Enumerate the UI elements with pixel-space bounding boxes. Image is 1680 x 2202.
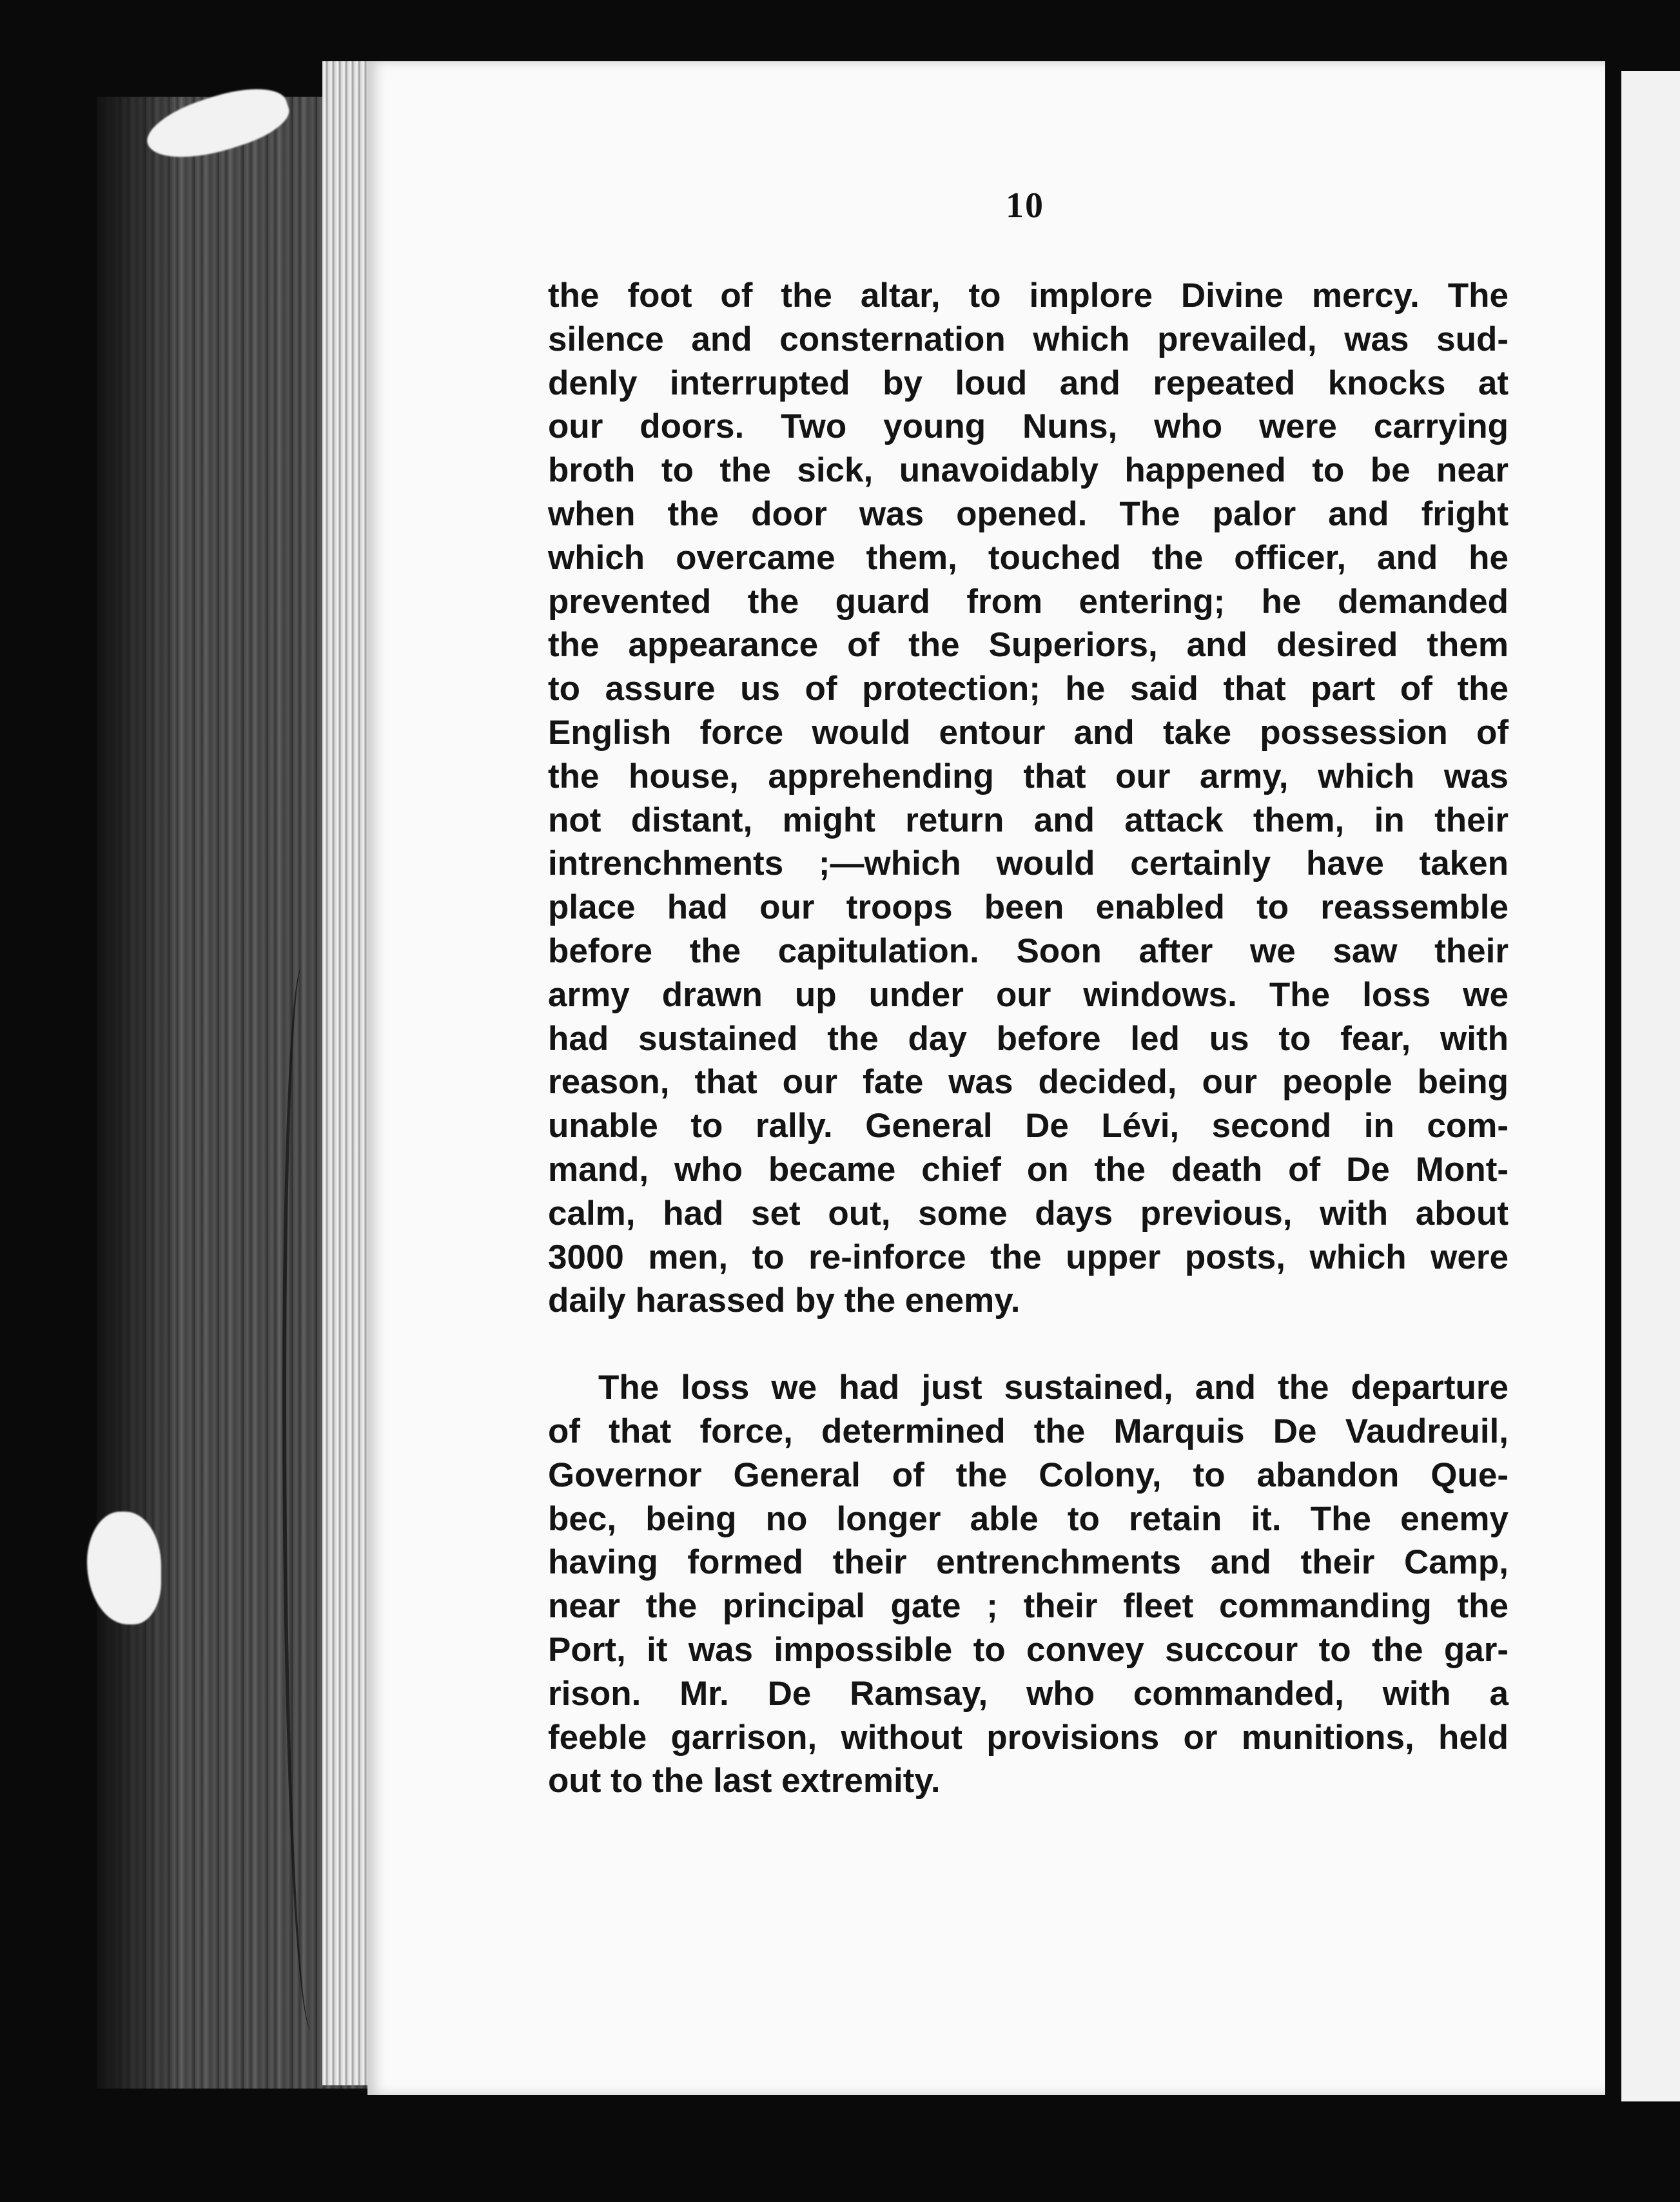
text-line: denly interrupted by loud and repeated knocks at: [548, 364, 1509, 402]
text-line: our doors. Two young Nuns, who were carrying: [548, 407, 1509, 446]
text-line: having formed their entrenchments and their Camp,: [548, 1543, 1509, 1582]
text-line: unable to rally. General De Lévi, second in com-: [548, 1107, 1509, 1145]
text-line: mand, who became chief on the death of De Mont-: [548, 1150, 1509, 1189]
spine-shadow: [97, 97, 174, 2089]
page-number: 10: [1006, 186, 1044, 226]
text-line: feeble garrison, without provisions or munitions, held: [548, 1718, 1509, 1757]
text-line: army drawn up under our windows. The loss we: [548, 975, 1509, 1014]
text-line: 3000 men, to re-inforce the upper posts, which were: [548, 1238, 1509, 1276]
paragraph-gap: [548, 1323, 1509, 1366]
body-text: [548, 274, 1509, 1803]
text-line: near the principal gate ; their fleet commanding the: [548, 1587, 1509, 1626]
text-line: reason, that our fate was decided, our people being: [548, 1063, 1509, 1102]
text-line: broth to the sick, unavoidably happened to be near: [548, 451, 1509, 490]
text-line: silence and consternation which prevailed, was sud-: [548, 320, 1509, 358]
right-page-edge: [1621, 71, 1680, 2101]
paragraph: [548, 274, 1509, 1323]
paragraph: [548, 1366, 1509, 1803]
text-line: of that force, determined the Marquis De Vaudreuil,: [548, 1412, 1509, 1450]
text-line: before the capitulation. Soon after we saw their: [548, 931, 1509, 970]
text-line: the house, apprehending that our army, which was: [548, 757, 1509, 795]
page-edges: [322, 61, 371, 2085]
text-line: not distant, might return and attack them, in their: [548, 801, 1509, 839]
text-line: The loss we had just sustained, and the departure: [598, 1369, 1509, 1407]
text-line: calm, had set out, some days previous, with about: [548, 1194, 1509, 1233]
text-line: rison. Mr. De Ramsay, who commanded, with a: [548, 1674, 1509, 1713]
text-line: when the door was opened. The palor and fright: [548, 494, 1509, 533]
text-line: to assure us of protection; he said that part of the: [548, 670, 1509, 708]
text-line: Port, it was impossible to convey succour to the gar-: [548, 1630, 1509, 1669]
text-line: the foot of the altar, to implore Divine mercy. The: [548, 277, 1509, 315]
text-line: intrenchments ;—which would certainly have taken: [548, 844, 1509, 883]
text-line: English force would entour and take possession of: [548, 713, 1509, 752]
text-line: which overcame them, touched the officer, and he: [548, 538, 1509, 577]
text-line: bec, being no longer able to retain it. The enemy: [548, 1499, 1509, 1538]
text-line: Governor General of the Colony, to abandon Que-: [548, 1456, 1509, 1494]
text-line: out to the last extremity.: [548, 1762, 941, 1800]
text-line: daily harassed by the enemy.: [548, 1281, 1021, 1320]
text-line: place had our troops been enabled to reassemble: [548, 888, 1509, 927]
text-line: the appearance of the Superiors, and desired them: [548, 626, 1509, 665]
text-line: had sustained the day before led us to fear, with: [548, 1019, 1509, 1058]
text-line: prevented the guard from entering; he demanded: [548, 582, 1509, 621]
